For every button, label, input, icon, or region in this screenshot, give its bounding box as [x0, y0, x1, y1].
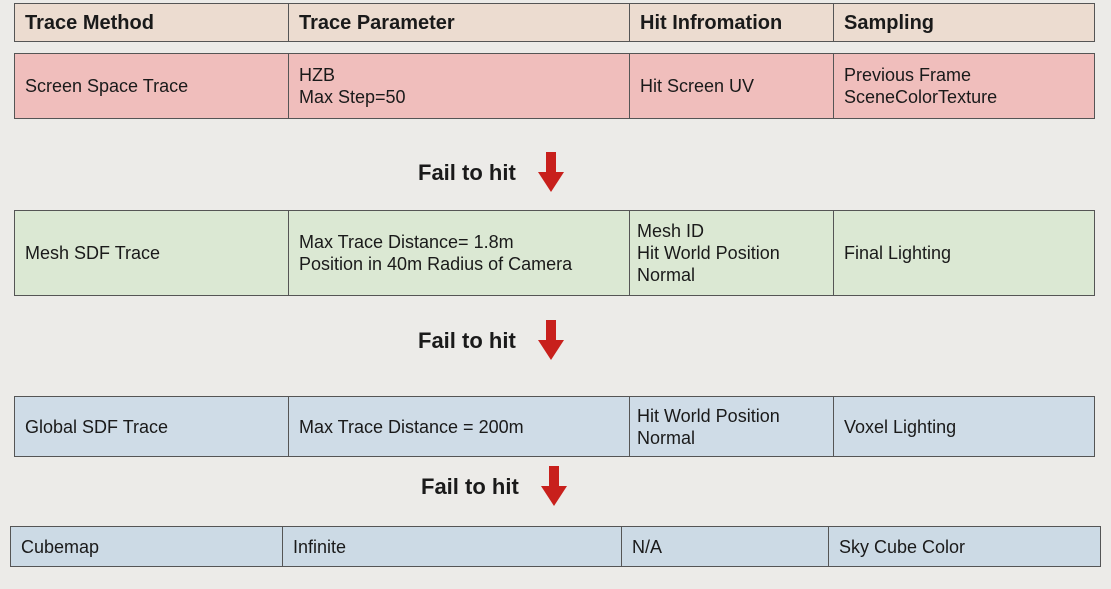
method: Cubemap	[11, 527, 283, 566]
sampling: Previous Frame SceneColorTexture	[844, 65, 998, 107]
arrow-down-icon	[538, 152, 564, 194]
hit: Mesh ID Hit World Position Normal	[630, 211, 834, 295]
header-sampling: Sampling	[844, 11, 935, 34]
hit: Hit Screen UV	[630, 54, 834, 118]
header-hit-information: Hit Infromation	[630, 4, 834, 41]
method: Global SDF Trace	[15, 397, 289, 456]
row-cubemap	[10, 526, 1101, 567]
arrow-down-icon	[538, 320, 564, 362]
fail-to-hit-1: Fail to hit	[418, 152, 564, 194]
param: Max Trace Distance = 200m	[289, 397, 630, 456]
row-global-sdf-trace	[14, 396, 1095, 457]
sampling: Sky Cube Color	[839, 536, 966, 557]
method: Mesh SDF Trace	[15, 211, 289, 295]
param: HZB Max Step=50	[289, 54, 630, 118]
row-mesh-sdf-trace	[14, 210, 1095, 296]
fail-to-hit-2: Fail to hit	[418, 320, 564, 362]
header-trace-parameter: Trace Parameter	[289, 4, 630, 41]
table-header	[14, 3, 1095, 42]
arrow-down-icon	[541, 466, 567, 508]
row-screen-space-trace	[14, 53, 1095, 119]
header-trace-method: Trace Method	[15, 4, 289, 41]
sampling: Voxel Lighting	[844, 416, 957, 437]
fail-to-hit-3: Fail to hit	[421, 466, 567, 508]
hit: Hit World Position Normal	[630, 397, 834, 456]
hit: N/A	[622, 527, 829, 566]
param: Infinite	[283, 527, 622, 566]
sampling: Final Lighting	[844, 243, 952, 263]
param: Max Trace Distance= 1.8m Position in 40m Radius of Camera	[289, 211, 630, 295]
method: Screen Space Trace	[15, 54, 289, 118]
